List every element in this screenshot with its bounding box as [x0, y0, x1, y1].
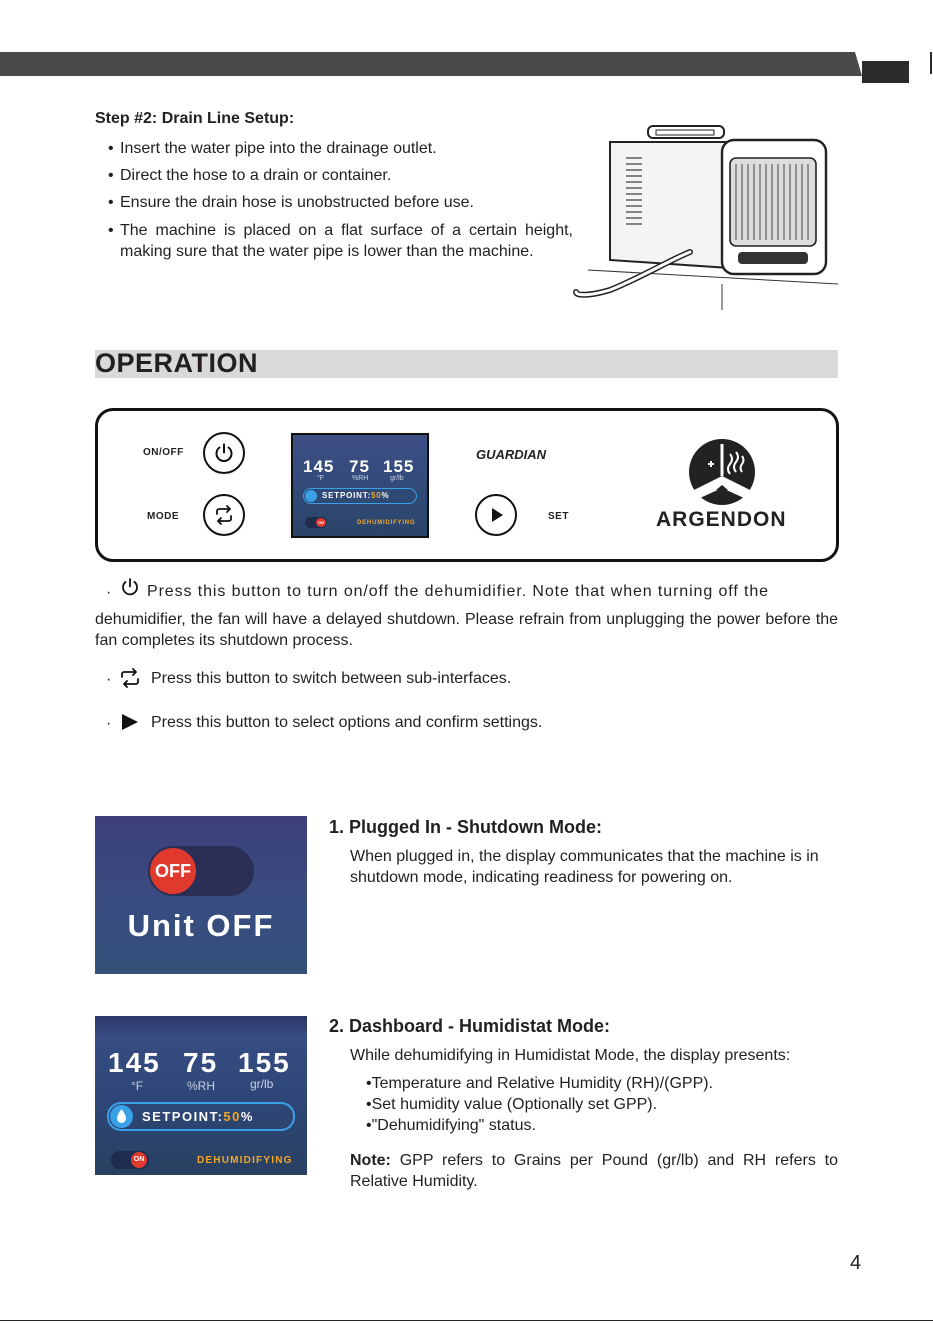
header-tab [862, 61, 909, 83]
footer-rule [0, 1320, 933, 1321]
play-icon [485, 504, 507, 526]
mode-description: Press this button to switch between sub-interfaces. [151, 670, 512, 687]
desc-bullet: · [106, 584, 112, 601]
rh-value: 75 [349, 457, 370, 476]
mode1-text: When plugged in, the display communicates that the machine is in shutdown mode, indicating readiness for powering on. [350, 848, 819, 886]
step-bullet: • Ensure the drain hose is unobstructed before use. [108, 194, 474, 211]
rh-unit: %RH [352, 475, 369, 482]
mode-label: MODE [147, 511, 179, 522]
status-text: DEHUMIDIFYING [357, 520, 416, 526]
set-description: Press this button to select options and confirm settings. [151, 714, 543, 731]
desc-bullet: · [106, 671, 112, 688]
power-toggle [305, 517, 327, 528]
mode2-bullet: •Set humidity value (Optionally set GPP). [366, 1096, 658, 1113]
off-toggle [148, 846, 254, 896]
desc-bullet: · [106, 715, 112, 732]
toggle-knob: ON [318, 520, 324, 525]
section-title: OPERATION [95, 348, 259, 378]
panel-display [291, 433, 429, 538]
header-edge-mark [930, 52, 932, 74]
droplet-icon [305, 490, 317, 502]
shutdown-display [95, 816, 307, 974]
mode2-note: Note: GPP refers to Grains per Pound (gr/lb) and RH refers to Relative Humidity. [350, 1152, 838, 1190]
setpoint-text: SETPOINT:50% [142, 1109, 254, 1124]
power-button[interactable] [203, 432, 245, 474]
mode2-intro: While dehumidifying in Humidistat Mode, the display presents: [350, 1047, 791, 1064]
step-bullet: • Insert the water pipe into the drainage outlet. [108, 140, 437, 157]
setpoint-pill [303, 488, 417, 504]
unit-status: Unit OFF [127, 908, 275, 943]
droplet-icon [110, 1105, 133, 1128]
power-description-line1: Press this button to turn on/off the dehumidifier. Note that when turning off the [147, 583, 769, 600]
step-bullet: • The machine is placed on a flat surface of a certain height, making sure that the water pipe is lower than the machine. [108, 222, 573, 260]
setpoint-pill [107, 1102, 295, 1131]
toggle-knob: ON [131, 1152, 147, 1168]
power-description: dehumidifier, the fan will have a delayed shutdown. Please refrain from unplugging the power before the fan completes its shutdown process. [95, 611, 838, 649]
status-text: DEHUMIDIFYING [197, 1155, 293, 1166]
step-bullet: • Direct the hose to a drain or container. [108, 167, 392, 184]
brand-name: ARGENDON [656, 508, 787, 531]
repeat-icon [119, 668, 141, 688]
toggle-knob: OFF [150, 848, 196, 894]
play-icon [120, 712, 140, 732]
gpp-value: 155 [383, 457, 415, 476]
temp-value: 145 [303, 457, 335, 476]
temp-unit: °F [131, 1079, 144, 1093]
temp-unit: °F [317, 475, 325, 482]
setpoint-text: SETPOINT:50% [322, 491, 390, 500]
header-bar [0, 52, 862, 76]
dashboard-display [95, 1016, 307, 1175]
page-number: 4 [850, 1252, 862, 1274]
repeat-icon [213, 504, 235, 526]
set-label: SET [548, 511, 569, 522]
argendon-logo-icon [686, 438, 758, 506]
on-off-label: ON/OFF [143, 447, 184, 458]
gpp-unit: gr/lb [250, 1077, 274, 1091]
temp-value: 145 [108, 1047, 161, 1078]
mode2-bullet: •"Dehumidifying" status. [366, 1117, 536, 1134]
rh-value: 75 [183, 1047, 219, 1078]
gpp-unit: gr/lb [390, 475, 404, 482]
guardian-label: GUARDIAN [476, 447, 547, 462]
display-header [95, 1016, 307, 1038]
gpp-value: 155 [238, 1047, 291, 1078]
dehumidifier-illustration [570, 120, 840, 312]
mode1-title: 1. Plugged In - Shutdown Mode: [329, 817, 602, 837]
mode-button[interactable] [203, 494, 245, 536]
power-toggle [111, 1151, 149, 1169]
mode2-bullet: •Temperature and Relative Humidity (RH)/(GPP). [366, 1075, 714, 1092]
power-icon [120, 577, 140, 597]
power-icon [213, 442, 235, 464]
mode2-title: 2. Dashboard - Humidistat Mode: [329, 1016, 611, 1036]
set-button[interactable] [475, 494, 517, 536]
step-title: Step #2: Drain Line Setup: [95, 110, 295, 127]
rh-unit: %RH [187, 1079, 216, 1093]
